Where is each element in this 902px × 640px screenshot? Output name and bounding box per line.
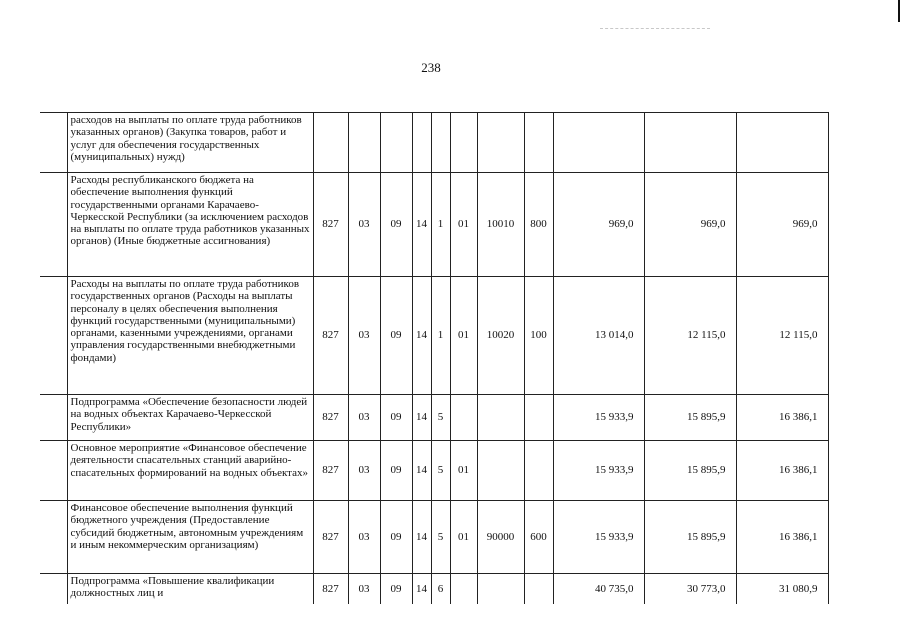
description-cell: Финансовое обеспечение выполнения функций бюджетного учреждения (Предоставление субсидий бюджетным, автономным учреждениям и иным некоммерческим организациям) <box>67 501 313 574</box>
scan-edge-mark <box>898 0 900 22</box>
amount-year2-cell: 15 895,9 <box>644 441 736 501</box>
amount-year1-cell: 13 014,0 <box>553 277 644 395</box>
number-cell <box>40 395 67 441</box>
ministry-code-cell: 827 <box>313 277 348 395</box>
ministry-code-cell: 827 <box>313 574 348 604</box>
event-code-cell <box>450 395 477 441</box>
section-code-cell: 03 <box>348 574 380 604</box>
table-row <box>40 113 828 173</box>
expense-type-cell <box>524 395 553 441</box>
program-code-cell: 14 <box>412 277 431 395</box>
subprogram-code-cell: 5 <box>431 441 450 501</box>
program-code-cell: 14 <box>412 501 431 574</box>
subsection-code-cell: 09 <box>380 395 412 441</box>
table-row <box>40 277 828 395</box>
table-row <box>40 501 828 574</box>
amount-year2-cell: 12 115,0 <box>644 277 736 395</box>
amount-year1-cell <box>553 113 644 173</box>
event-code-cell: 01 <box>450 441 477 501</box>
amount-year1-cell: 969,0 <box>553 173 644 277</box>
section-code-cell: 03 <box>348 277 380 395</box>
description-cell: Расходы республиканского бюджета на обеспечение выполнения функций государственными органами Карачаево-Черкесской Республики (за исключением расходов на выплаты по оплате труда работников указанных органов) (Иные бюджетные ассигнования) <box>67 173 313 277</box>
number-cell <box>40 501 67 574</box>
amount-year1-cell: 15 933,9 <box>553 395 644 441</box>
direction-code-cell: 10020 <box>477 277 524 395</box>
subprogram-code-cell <box>431 113 450 173</box>
table-row <box>40 441 828 501</box>
amount-year3-cell: 12 115,0 <box>736 277 828 395</box>
event-code-cell <box>450 113 477 173</box>
expense-type-cell: 800 <box>524 173 553 277</box>
subprogram-code-cell: 5 <box>431 395 450 441</box>
ministry-code-cell: 827 <box>313 441 348 501</box>
description-cell: Расходы на выплаты по оплате труда работников государственных органов (Расходы на выплаты персоналу в целях обеспечения выполнения функций государственными (муниципальными) органами, казенными учреждениями, органами управления государственными внебюджетными фондами) <box>67 277 313 395</box>
section-code-cell: 03 <box>348 395 380 441</box>
ministry-code-cell: 827 <box>313 501 348 574</box>
event-code-cell: 01 <box>450 501 477 574</box>
program-code-cell: 14 <box>412 441 431 501</box>
subprogram-code-cell: 5 <box>431 501 450 574</box>
amount-year3-cell: 969,0 <box>736 173 828 277</box>
amount-year2-cell: 30 773,0 <box>644 574 736 604</box>
expense-type-cell: 600 <box>524 501 553 574</box>
direction-code-cell <box>477 574 524 604</box>
amount-year2-cell: 969,0 <box>644 173 736 277</box>
amount-year1-cell: 40 735,0 <box>553 574 644 604</box>
amount-year3-cell <box>736 113 828 173</box>
amount-year2-cell: 15 895,9 <box>644 501 736 574</box>
subsection-code-cell: 09 <box>380 574 412 604</box>
ministry-code-cell <box>313 113 348 173</box>
table-row <box>40 173 828 277</box>
amount-year1-cell: 15 933,9 <box>553 501 644 574</box>
amount-year3-cell: 16 386,1 <box>736 501 828 574</box>
expense-type-cell <box>524 441 553 501</box>
expense-type-cell <box>524 113 553 173</box>
table-row <box>40 574 828 604</box>
number-cell <box>40 113 67 173</box>
expense-type-cell <box>524 574 553 604</box>
amount-year2-cell: 15 895,9 <box>644 395 736 441</box>
description-cell: расходов на выплаты по оплате труда работников указанных органов) (Закупка товаров, работ и услуг для обеспечения государственных (муниципальных) нужд) <box>67 113 313 173</box>
amount-year2-cell <box>644 113 736 173</box>
page-number: 238 <box>421 60 441 75</box>
description-cell: Подпрограмма «Обеспечение безопасности людей на водных объектах Карачаево-Черкесской Республики» <box>67 395 313 441</box>
event-code-cell: 01 <box>450 173 477 277</box>
ministry-code-cell: 827 <box>313 395 348 441</box>
direction-code-cell <box>477 441 524 501</box>
amount-year3-cell: 16 386,1 <box>736 441 828 501</box>
budget-table-body <box>40 113 828 604</box>
event-code-cell <box>450 574 477 604</box>
program-code-cell <box>412 113 431 173</box>
section-code-cell: 03 <box>348 441 380 501</box>
direction-code-cell <box>477 113 524 173</box>
section-code-cell <box>348 113 380 173</box>
section-code-cell: 03 <box>348 173 380 277</box>
amount-year1-cell: 15 933,9 <box>553 441 644 501</box>
program-code-cell: 14 <box>412 173 431 277</box>
subprogram-code-cell: 1 <box>431 277 450 395</box>
amount-year3-cell: 16 386,1 <box>736 395 828 441</box>
budget-table <box>40 112 829 604</box>
number-cell <box>40 277 67 395</box>
direction-code-cell <box>477 395 524 441</box>
program-code-cell: 14 <box>412 574 431 604</box>
subsection-code-cell: 09 <box>380 277 412 395</box>
amount-year3-cell: 31 080,9 <box>736 574 828 604</box>
event-code-cell: 01 <box>450 277 477 395</box>
subsection-code-cell: 09 <box>380 501 412 574</box>
description-cell: Подпрограмма «Повышение квалификации должностных лиц и <box>67 574 313 604</box>
subsection-code-cell: 09 <box>380 173 412 277</box>
number-cell <box>40 173 67 277</box>
number-cell <box>40 574 67 604</box>
subprogram-code-cell: 6 <box>431 574 450 604</box>
direction-code-cell: 10010 <box>477 173 524 277</box>
direction-code-cell: 90000 <box>477 501 524 574</box>
program-code-cell: 14 <box>412 395 431 441</box>
description-cell: Основное мероприятие «Финансовое обеспечение деятельности спасательных станций аварийно-спасательных формирований на водных объектах» <box>67 441 313 501</box>
subsection-code-cell <box>380 113 412 173</box>
scan-smudge <box>600 28 710 30</box>
table-row <box>40 395 828 441</box>
section-code-cell: 03 <box>348 501 380 574</box>
subsection-code-cell: 09 <box>380 441 412 501</box>
expense-type-cell: 100 <box>524 277 553 395</box>
subprogram-code-cell: 1 <box>431 173 450 277</box>
ministry-code-cell: 827 <box>313 173 348 277</box>
number-cell <box>40 441 67 501</box>
